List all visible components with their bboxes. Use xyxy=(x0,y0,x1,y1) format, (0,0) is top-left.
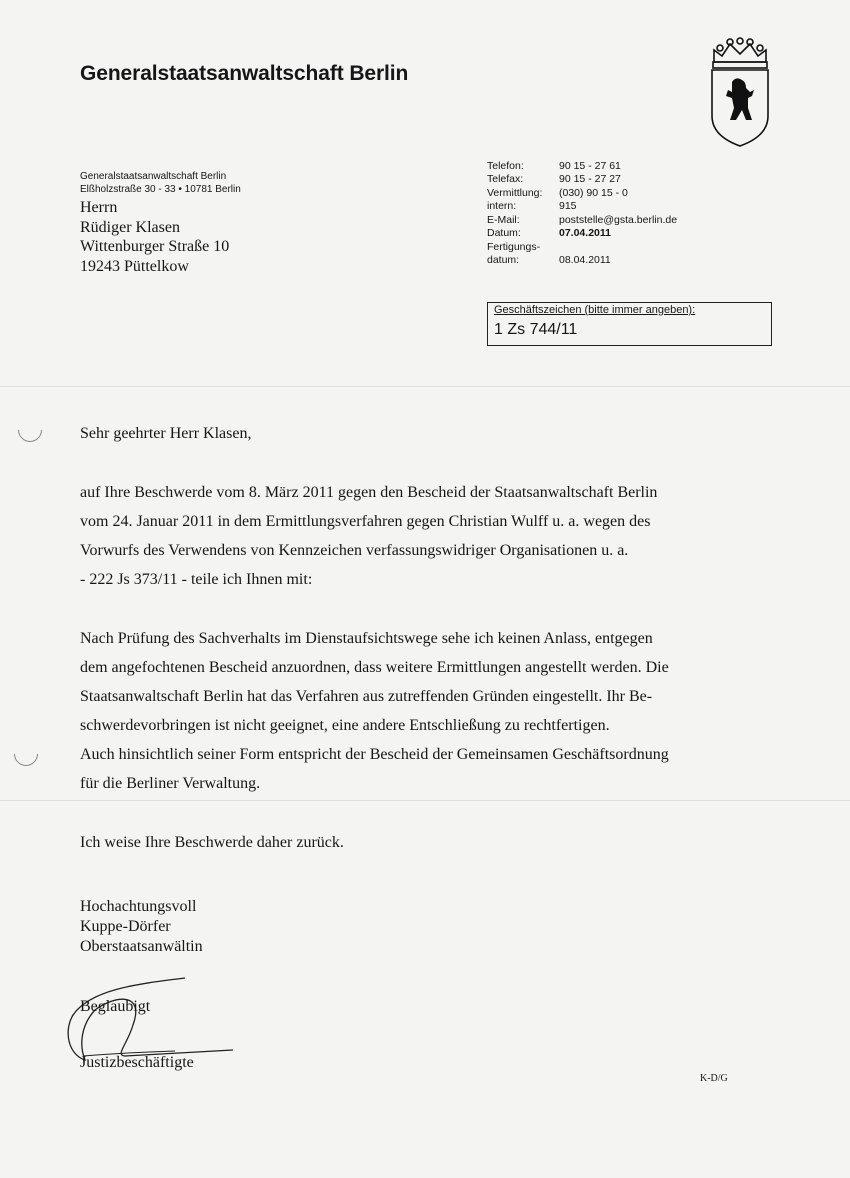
organization-title: Generalstaatsanwaltschaft Berlin xyxy=(80,62,409,85)
contact-label: Telefon: xyxy=(487,160,524,172)
contact-row xyxy=(487,187,677,200)
paragraph-line: Auch hinsichtlich seiner Form entspricht der Bescheid der Gemeinsamen Geschäftsordnung xyxy=(80,746,669,763)
paragraph-line: für die Berliner Verwaltung. xyxy=(80,775,261,792)
clerk-label: Justizbeschäftigte xyxy=(80,1054,194,1071)
contact-row xyxy=(487,160,677,173)
recipient-city: 19243 Püttelkow xyxy=(80,257,189,275)
reference-box xyxy=(487,302,772,346)
contact-row xyxy=(487,241,677,267)
signatory-name: Kuppe-Dörfer xyxy=(80,918,171,935)
reference-number: 1 Zs 744/11 xyxy=(494,321,578,338)
paragraph-line: Nach Prüfung des Sachverhalts im Dienstaufsichtswege sehe ich keinen Anlass, entgegen xyxy=(80,630,653,647)
contact-row xyxy=(487,173,677,186)
berlin-coat-of-arms-icon xyxy=(706,36,774,148)
signature-block xyxy=(80,897,203,957)
paragraph-line: schwerdevorbringen ist nicht geeignet, eine andere Entschließung zu rechtfertigen. xyxy=(80,717,610,734)
paragraph-line: auf Ihre Beschwerde vom 8. März 2011 gegen den Bescheid der Staatsanwaltschaft Berlin xyxy=(80,484,658,501)
contact-label: E-Mail: xyxy=(487,213,520,226)
fold-line xyxy=(0,386,850,387)
fertigung-date-value: 08.04.2011 xyxy=(559,254,611,267)
punch-hole-mark xyxy=(13,413,47,447)
paragraph-line: Vorwurfs des Verwendens von Kennzeichen verfassungswidriger Organisationen u. a. xyxy=(80,542,629,559)
recipient-address xyxy=(80,198,229,276)
contact-value: 90 15 - 27 61 xyxy=(559,160,621,172)
recipient-name: Rüdiger Klasen xyxy=(80,218,180,236)
fold-line xyxy=(0,800,850,801)
fertigung-label-line1: Fertigungs- xyxy=(487,241,541,254)
punch-hole-mark xyxy=(9,737,43,771)
sender-address xyxy=(80,170,241,196)
regards-line: Hochachtungsvoll xyxy=(80,898,197,915)
fertigung-label-line2: datum: xyxy=(487,254,520,267)
contact-label: Telefax: xyxy=(487,173,524,186)
certified-label: Beglaubigt xyxy=(80,998,151,1015)
contact-row xyxy=(487,200,677,213)
contact-label: Vermittlung: xyxy=(487,186,543,199)
contact-label: Datum: xyxy=(487,227,521,240)
paragraph-line: Staatsanwaltschaft Berlin hat das Verfahren aus zutreffenden Gründen eingestellt. Ihr Be- xyxy=(80,688,653,705)
reference-label: Geschäftszeichen (bitte immer angeben): xyxy=(494,304,696,316)
closing-statement: Ich weise Ihre Beschwerde daher zurück. xyxy=(80,834,344,851)
sender-name: Generalstaatsanwaltschaft Berlin xyxy=(80,171,227,182)
paragraph-line: dem angefochtenen Bescheid anzuordnen, dass weitere Ermittlungen angestellt werden. Die xyxy=(80,659,669,676)
recipient-street: Wittenburger Straße 10 xyxy=(80,238,230,255)
contact-value: 915 xyxy=(559,200,577,213)
contact-info xyxy=(487,160,677,267)
date-value: 07.04.2011 xyxy=(559,227,611,240)
email-value: poststelle@gsta.berlin.de xyxy=(559,213,678,226)
contact-label xyxy=(487,241,559,267)
paragraph-line: vom 24. Januar 2011 in dem Ermittlungsverfahren gegen Christian Wulff u. a. wegen des xyxy=(80,513,651,530)
signatory-title: Oberstaatsanwältin xyxy=(80,938,203,955)
paragraph-line: - 222 Js 373/11 - teile ich Ihnen mit: xyxy=(80,571,313,588)
sender-street: Elßholzstraße 30 - 33 • 10781 Berlin xyxy=(80,184,241,195)
contact-row xyxy=(487,214,677,227)
recipient-salutation: Herrn xyxy=(80,199,118,216)
contact-row xyxy=(487,227,677,240)
contact-value: 90 15 - 27 27 xyxy=(559,173,621,186)
contact-value: (030) 90 15 - 0 xyxy=(559,186,628,199)
contact-label: intern: xyxy=(487,200,517,213)
initials: K-D/G xyxy=(700,1073,728,1084)
greeting: Sehr geehrter Herr Klasen, xyxy=(80,425,252,442)
